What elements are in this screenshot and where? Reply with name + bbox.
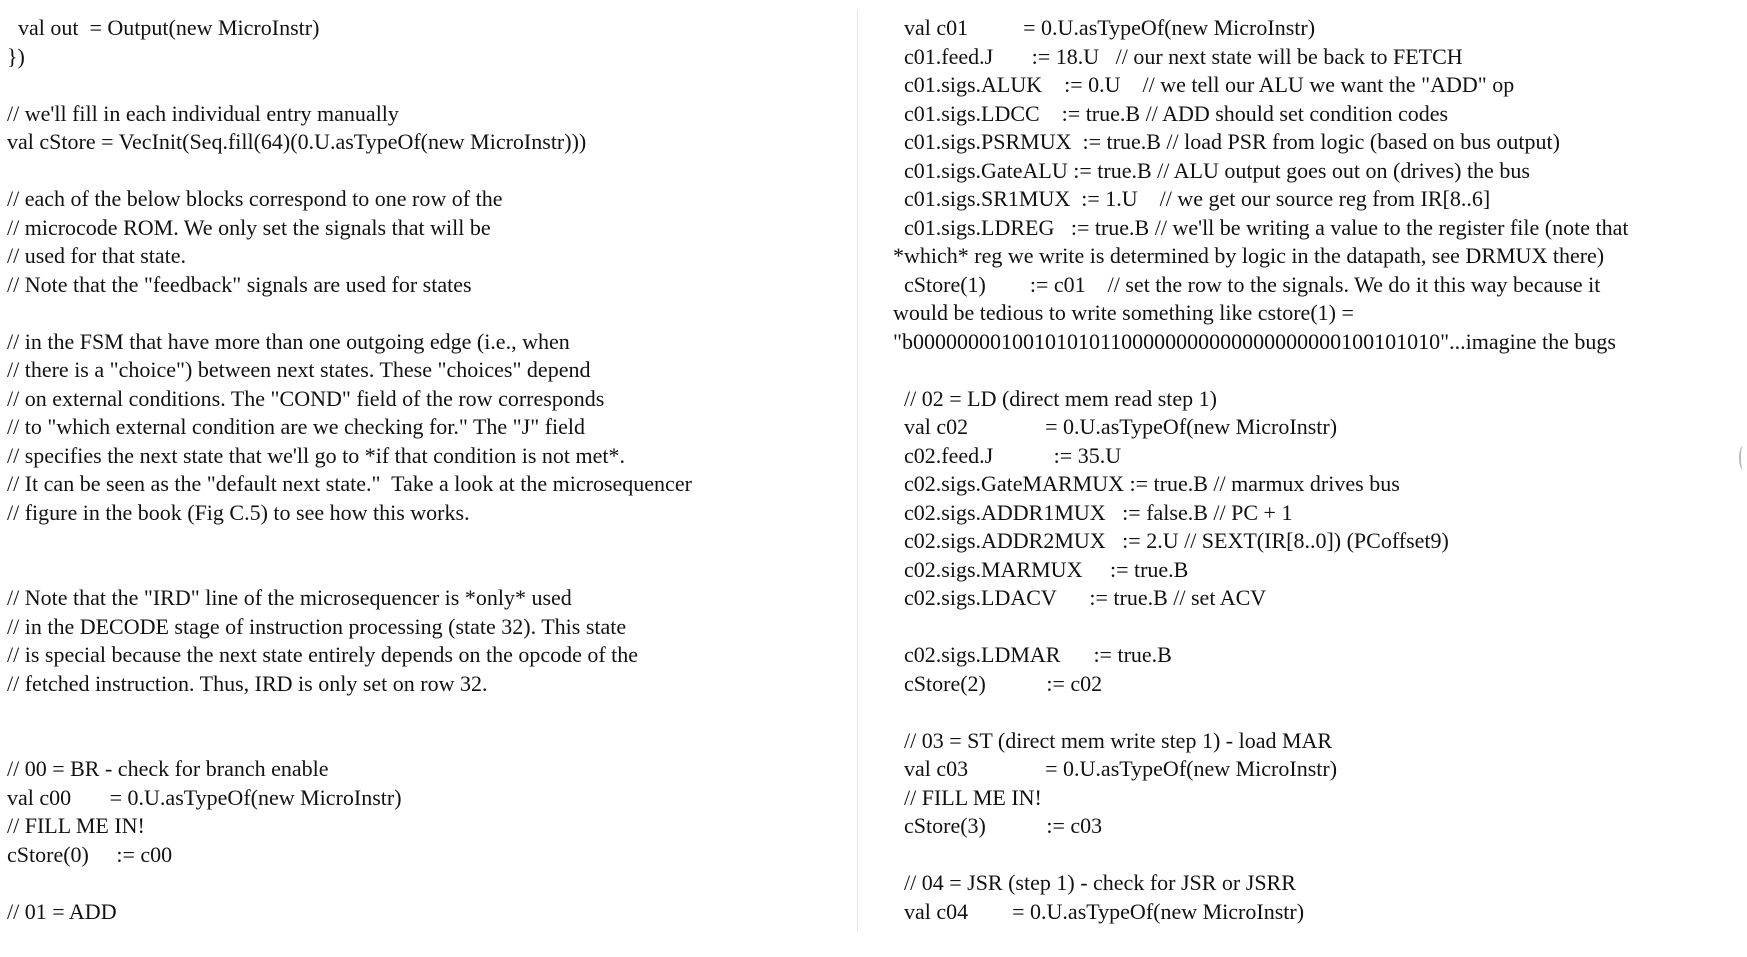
code-line: c01.sigs.GateALU := true.B // ALU output goes out on (drives) the bus — [893, 157, 1530, 183]
code-line: cStore(2) := c02 — [893, 670, 1103, 696]
code-line — [893, 356, 1733, 385]
code-line: "b000000001001010101100000000000000000000100101010"...imagine the bugs — [893, 328, 1616, 354]
right-code-column — [893, 14, 1733, 926]
code-line: val c01 = 0.U.asTypeOf(new MicroInstr) — [893, 15, 1316, 40]
code-line: // 04 = JSR (step 1) - check for JSR or JSRR — [893, 870, 1296, 895]
code-line: cStore(3) := c03 — [893, 813, 1103, 838]
code-line: c01.sigs.ALUK := 0.U // we tell our ALU we want the "ADD" op — [893, 72, 1515, 97]
code-line: // is special because the next state entirely depends on the opcode of the — [7, 642, 639, 667]
code-line: would be tedious to write something like cstore(1) = — [893, 300, 1354, 325]
code-line: // FILL ME IN! — [893, 784, 1042, 810]
code-line: c01.feed.J := 18.U // our next state will be back to FETCH — [893, 43, 1463, 69]
scroll-edge-marker — [1739, 446, 1747, 470]
code-line: c02.sigs.MARMUX := true.B — [893, 556, 1189, 582]
code-line: // in the FSM that have more than one outgoing edge (i.e., when — [7, 328, 570, 354]
code-line — [7, 299, 847, 328]
code-line: // fetched instruction. Thus, IRD is only set on row 32. — [7, 670, 488, 696]
code-line — [7, 727, 847, 756]
code-line: c01.sigs.LDREG := true.B // we'll be writing a value to the register file (note that — [893, 214, 1629, 240]
code-line: c02.feed.J := 35.U — [893, 442, 1122, 468]
code-line — [893, 841, 1733, 870]
code-line — [7, 527, 847, 556]
code-line: // 01 = ADD — [7, 898, 117, 924]
code-line: *which* reg we write is determined by logic in the datapath, see DRMUX there) — [893, 243, 1605, 268]
column-divider — [857, 10, 858, 932]
code-line — [7, 869, 847, 898]
code-line: // used for that state. — [7, 243, 187, 268]
code-line — [893, 613, 1733, 642]
code-line: // 02 = LD (direct mem read step 1) — [893, 385, 1217, 411]
code-line: // on external conditions. The "COND" field of the row corresponds — [7, 385, 605, 411]
code-line: // in the DECODE stage of instruction processing (state 32). This state — [7, 613, 627, 639]
code-line: // 00 = BR - check for branch enable — [7, 756, 329, 781]
code-line: c02.sigs.LDMAR := true.B — [893, 642, 1172, 667]
code-line: }) — [7, 43, 25, 69]
code-line: // we'll fill in each individual entry manually — [7, 100, 399, 126]
code-line: c02.sigs.LDACV := true.B // set ACV — [893, 585, 1267, 610]
code-line: c02.sigs.GateMARMUX := true.B // marmux drives bus — [893, 471, 1400, 496]
code-line — [7, 71, 847, 100]
code-line: c01.sigs.LDCC := true.B // ADD should set condition codes — [893, 100, 1449, 126]
code-line: val c03 = 0.U.asTypeOf(new MicroInstr) — [893, 756, 1338, 781]
code-line: val out = Output(new MicroInstr) — [7, 15, 320, 40]
code-line — [7, 157, 847, 186]
left-code-column — [7, 14, 847, 926]
code-line: cStore(1) := c01 // set the row to the signals. We do it this way because it — [893, 271, 1601, 297]
code-line: c01.sigs.PSRMUX := true.B // load PSR from logic (based on bus output) — [893, 129, 1560, 154]
code-line: c02.sigs.ADDR1MUX := false.B // PC + 1 — [893, 499, 1293, 525]
code-line: // It can be seen as the "default next state." Take a look at the microsequencer — [7, 471, 692, 496]
code-line: val c00 = 0.U.asTypeOf(new MicroInstr) — [7, 784, 402, 810]
code-line: // to "which external condition are we checking for." The "J" field — [7, 414, 586, 439]
code-line — [7, 556, 847, 585]
code-line: c01.sigs.SR1MUX := 1.U // we get our source reg from IR[8..6] — [893, 186, 1491, 211]
code-line: // microcode ROM. We only set the signals that will be — [7, 214, 491, 240]
code-line: // there is a "choice") between next states. These "choices" depend — [7, 357, 591, 382]
code-line: // figure in the book (Fig C.5) to see how this works. — [7, 499, 470, 525]
code-line: val c04 = 0.U.asTypeOf(new MicroInstr) — [893, 898, 1305, 924]
code-line: // specifies the next state that we'll go to *if that condition is not met*. — [7, 442, 626, 468]
code-line: // Note that the "feedback" signals are used for states — [7, 271, 472, 297]
code-line — [893, 698, 1733, 727]
code-line — [7, 698, 847, 727]
code-line: cStore(0) := c00 — [7, 841, 173, 867]
code-line: val c02 = 0.U.asTypeOf(new MicroInstr) — [893, 414, 1338, 439]
code-line: // Note that the "IRD" line of the microsequencer is *only* used — [7, 585, 572, 610]
code-line: // 03 = ST (direct mem write step 1) - load MAR — [893, 727, 1333, 753]
code-line: c02.sigs.ADDR2MUX := 2.U // SEXT(IR[8..0]) (PCoffset9) — [893, 528, 1449, 553]
code-line: // FILL ME IN! — [7, 813, 145, 838]
code-line: val cStore = VecInit(Seq.fill(64)(0.U.asTypeOf(new MicroInstr))) — [7, 129, 587, 154]
code-line: // each of the below blocks correspond to one row of the — [7, 186, 503, 211]
